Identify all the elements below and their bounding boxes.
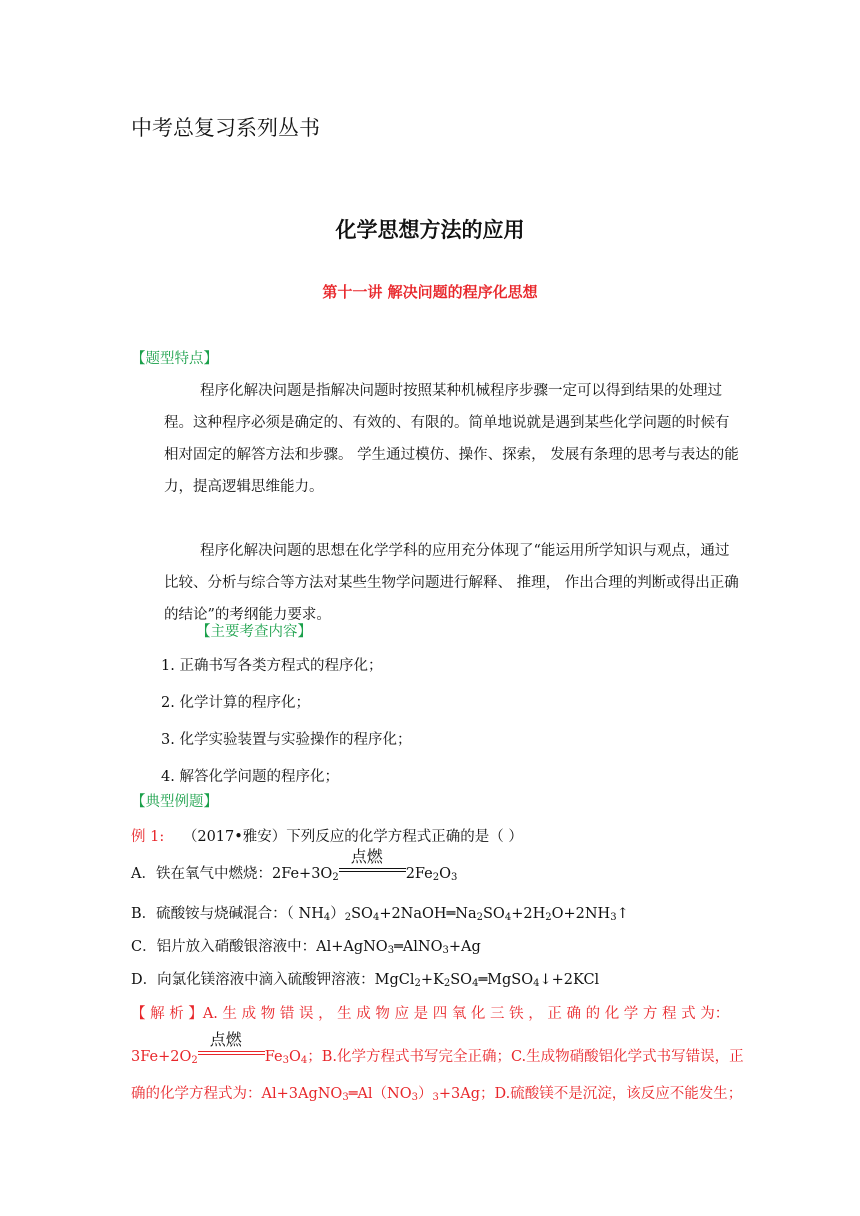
- list-item: 4. 解答化学问题的程序化；: [161, 769, 339, 785]
- document-title: 化学思想方法的应用: [335, 217, 525, 242]
- list-item: 1. 正确书写各类方程式的程序化；: [161, 658, 383, 674]
- reaction-condition: 点燃: [339, 864, 406, 878]
- content-list: [161, 648, 411, 796]
- option-c: C．铝片放入硝酸银溶液中：Al+AgNO$_3$═AlNO$_3$+Ag: [131, 939, 481, 956]
- section-heading-features: 【题型特点】: [131, 351, 218, 367]
- analysis-label: 【 解 析 】: [131, 1006, 203, 1022]
- option-a: A．铁在氧气中燃烧：$2Fe+3O_2$ 点燃 $2Fe_2O_3$: [131, 847, 458, 883]
- example-text: （2017•雅安）下列反应的化学方程式正确的是（ ）: [182, 829, 523, 845]
- option-d: D．向氯化镁溶液中滴入硫酸钾溶液：$MgCl_2+K_2SO_4═MgSO_4↓+2KCl$: [131, 972, 600, 989]
- analysis-line-1: 【 解 析 】A. 生 成 物 错 误 ， 生 成 物 应 是 四 氧 化 三 铁 ， 正 确 的 化 学 方 程 式 为：: [131, 1006, 730, 1022]
- paragraph-2: 程序化解决问题的思想在化学学科的应用充分体现了“能运用所学知识与观点，通过比较、分析与综合等方法对某些生物学问题进行解释、 推理， 作出合理的判断或得出正确的结论”的考纲能力要求。: [164, 543, 739, 623]
- reaction-condition: 点燃: [198, 1047, 265, 1061]
- lecture-subtitle: 第十一讲 解决问题的程序化思想: [322, 283, 538, 301]
- example-question: [131, 825, 523, 846]
- section-heading-examples: 【典型例题】: [131, 794, 218, 810]
- example-label: 例 1:: [131, 829, 165, 845]
- list-item: 3. 化学实验装置与实验操作的程序化；: [161, 732, 412, 748]
- analysis-line-3: 确的化学方程式为：$Al+3AgNO_3═Al(NO_3)_3+3Ag$；D.硫酸镁不是沉淀，该反应不能发生；: [131, 1086, 743, 1103]
- series-header: 中考总复习系列丛书: [131, 116, 320, 140]
- list-item: 2. 化学计算的程序化；: [161, 695, 310, 711]
- option-b: B．硫酸铵与烧碱混合：（ $NH_4)_2SO_4+2NaOH═Na_2SO_4+2H_2O+2NH_3↑$: [131, 906, 629, 923]
- section-heading-content: 【主要考查内容】: [196, 624, 312, 640]
- analysis-line-2: $3Fe+2O_2$ 点燃 $Fe_3O_4$；B.化学方程式书写完全正确；C.生成物硝酸铝化学式书写错误，正: [131, 1030, 744, 1066]
- paragraph-1: 程序化解决问题是指解决问题时按照某种机械程序步骤一定可以得到结果的处理过程。这种程序必须是确定的、有效的、有限的。简单地说就是遇到某些化学问题的时候有相对固定的解答方法和步骤。 学生通过模仿、操作、探索， 发展有条理的思考与表达的能力，提高逻辑思维能力。: [164, 383, 739, 495]
